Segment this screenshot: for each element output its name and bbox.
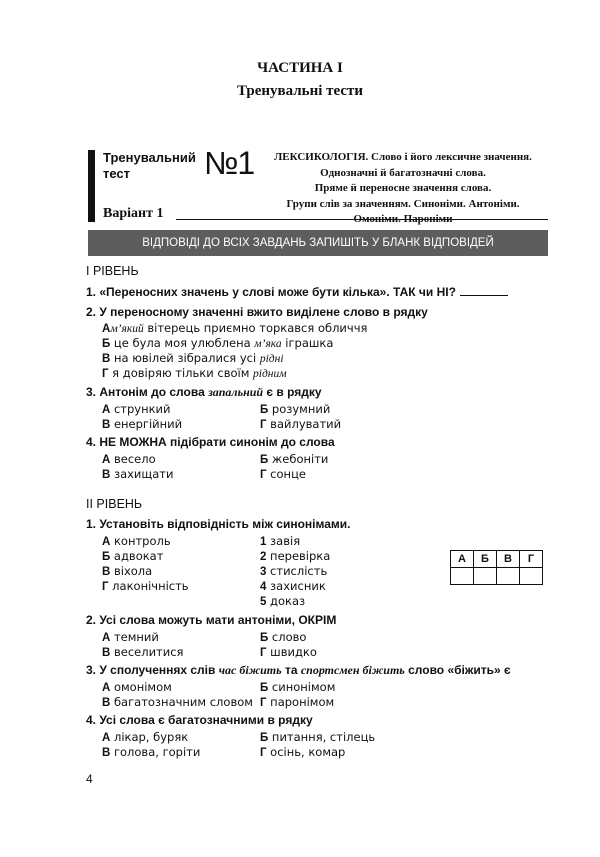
- match-right-item: 5 доказ: [260, 594, 306, 608]
- instructions-banner: ВІДПОВІДІ ДО ВСІХ ЗАВДАНЬ ЗАПИШІТЬ У БЛАНК ВІДПОВІДЕЙ: [88, 230, 548, 256]
- question-1-2: 2. У переносному значенні вжито виділене слово в рядку: [86, 305, 428, 319]
- answer-blank: [460, 285, 508, 296]
- option-b: Б розумний: [260, 402, 331, 416]
- option-b: Б жебоніти: [260, 452, 329, 466]
- option-d: Г сонце: [260, 467, 306, 481]
- match-left-item: Г лаконічність: [102, 579, 189, 593]
- variant-label: Варіант 1: [103, 206, 164, 221]
- option-a: А омонімом: [102, 680, 172, 694]
- option-a: А весело: [102, 452, 156, 466]
- part-title: ЧАСТИНА І: [257, 60, 343, 76]
- page-number: 4: [86, 772, 93, 786]
- match-right-item: 1 завія: [260, 534, 301, 548]
- option-d: Г я довіряю тільки своїм рідним: [102, 366, 287, 380]
- option-c: В енергійний: [102, 417, 183, 431]
- match-left-item: В віхола: [102, 564, 153, 578]
- option-a: А лікар, буряк: [102, 730, 189, 744]
- test-topic: [258, 150, 548, 228]
- option-c: В на ювілей зібралися усі рідні: [102, 351, 284, 365]
- grid-cell[interactable]: [474, 568, 497, 585]
- topic-line: Пряме й переносне значення слова.: [314, 182, 492, 194]
- option-b: Б питання, стілець: [260, 730, 376, 744]
- grid-cell[interactable]: [520, 568, 543, 585]
- level1-title: І РІВЕНЬ: [86, 264, 139, 278]
- option-b: Б синонімом: [260, 680, 336, 694]
- match-right-item: 2 перевірка: [260, 549, 331, 563]
- option-a: А стрункий: [102, 402, 171, 416]
- test-label-line1: Тренувальний: [103, 150, 196, 165]
- option-c: В багатозначним словом: [102, 695, 253, 709]
- option-a: Ам’який вітерець приємно торкався обличчя: [102, 321, 368, 335]
- test-header-bar: [88, 150, 95, 222]
- option-b: Б слово: [260, 630, 307, 644]
- question-2-1: 1. Установіть відповідність між синонімами.: [86, 517, 351, 531]
- level2-title: ІІ РІВЕНЬ: [86, 497, 143, 511]
- option-c: В захищати: [102, 467, 174, 481]
- question-1-3: 3. Антонім до слова запальний є в рядку: [86, 385, 322, 399]
- answer-grid: [450, 550, 543, 585]
- option-d: Г вайлуватий: [260, 417, 342, 431]
- test-label: [103, 150, 196, 182]
- grid-header: В: [497, 551, 520, 568]
- question-1-4: 4. НЕ МОЖНА підібрати синонім до слова: [86, 435, 335, 449]
- topic-line: Омоніми. Пароніми: [353, 213, 453, 225]
- test-label-line2: тест: [103, 166, 131, 181]
- grid-header: Г: [520, 551, 543, 568]
- option-d: Г швидко: [260, 645, 317, 659]
- grid-header: Б: [474, 551, 497, 568]
- match-left-item: А контроль: [102, 534, 171, 548]
- test-number: №1: [204, 145, 255, 181]
- part-subtitle: Тренувальні тести: [236, 83, 364, 99]
- match-left-item: Б адвокат: [102, 549, 164, 563]
- topic-line: Групи слів за значенням. Синоніми. Антоніми.: [286, 197, 520, 210]
- question-2-4: 4. Усі слова є багатозначними в рядку: [86, 713, 313, 727]
- grid-cell[interactable]: [451, 568, 474, 585]
- topic-line: ЛЕКСИКОЛОГІЯ. Слово і його лексичне значення.: [274, 151, 532, 163]
- grid-cell[interactable]: [497, 568, 520, 585]
- question-text: 1. «Переносних значень у слові може бути кілька». ТАК чи НІ?: [86, 285, 456, 299]
- option-b: Б це була моя улюблена м’яка іграшка: [102, 336, 334, 350]
- option-d: Г паронімом: [260, 695, 335, 709]
- option-c: В веселитися: [102, 645, 184, 659]
- question-2-2: 2. Усі слова можуть мати антоніми, ОКРІМ: [86, 613, 337, 627]
- grid-header: А: [451, 551, 474, 568]
- option-c: В голова, горіти: [102, 745, 201, 759]
- option-d: Г осінь, комар: [260, 745, 346, 759]
- match-right-item: 3 стислість: [260, 564, 328, 578]
- option-a: А темний: [102, 630, 159, 644]
- topic-line: Однозначні й багатозначні слова.: [320, 166, 486, 179]
- question-1-1: [86, 285, 508, 299]
- question-2-3: 3. У сполученнях слів час біжить та спортсмен біжить слово «біжить» є: [86, 663, 511, 677]
- match-right-item: 4 захисник: [260, 579, 326, 593]
